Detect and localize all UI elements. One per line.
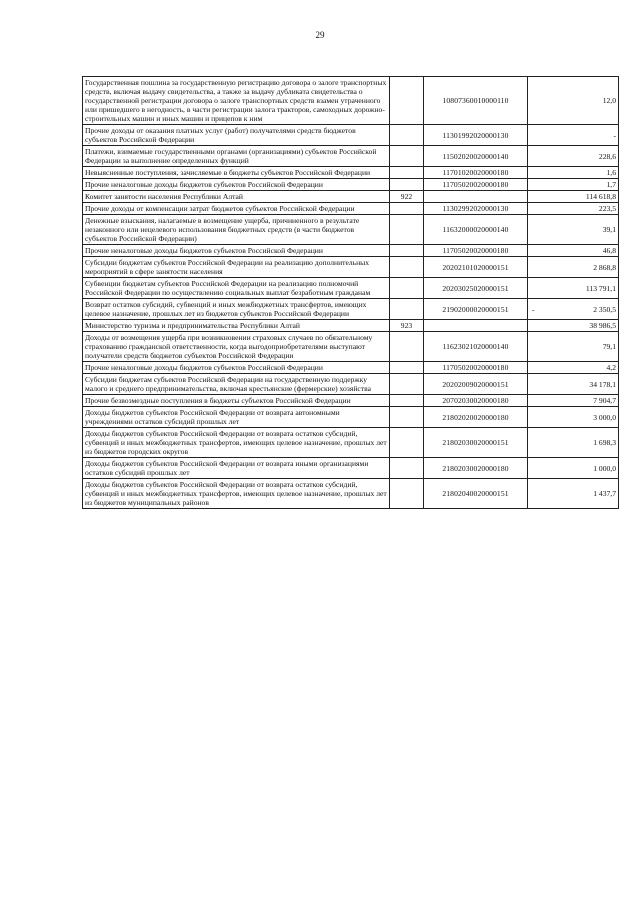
row-admin-cell: 923 [390, 320, 424, 332]
row-name-cell: Субсидии бюджетам субъектов Российской Федерации на государственную поддержку малого и среднего предпринимательства, включая крестьянские (фермерские) хозяйства [83, 374, 390, 395]
row-admin-cell [390, 257, 424, 278]
row-admin-cell [390, 203, 424, 215]
page-number: 29 [315, 30, 325, 40]
row-admin-cell [390, 167, 424, 179]
table-row [83, 146, 619, 167]
table-row [83, 407, 619, 428]
table-row [83, 332, 619, 362]
row-admin-cell [390, 458, 424, 479]
row-admin-cell [390, 179, 424, 191]
row-name-cell: Доходы бюджетов субъектов Российской Федерации от возврата остатков субсидий, субвенций и иных межбюджетных трансфертов, имеющих целевое назначение, прошлых лет из бюджетов муниципальных районов [83, 479, 390, 509]
table-row [83, 479, 619, 509]
row-name-cell: Денежные взыскания, налагаемые в возмещение ущерба, причиненного в результате незаконного или нецелевого использования бюджетных средств (в части бюджетов субъектов Российской Федерации) [83, 215, 390, 245]
row-amount-cell: 223,5 [528, 203, 619, 215]
row-code-cell: 20202009020000151 [424, 374, 528, 395]
row-name-cell: Прочие доходы от компенсации затрат бюджетов субъектов Российской Федерации [83, 203, 390, 215]
row-admin-cell [390, 332, 424, 362]
row-name-cell: Прочие безвозмездные поступления в бюджеты субъектов Российской Федерации [83, 395, 390, 407]
table-row [83, 395, 619, 407]
table-row [83, 257, 619, 278]
revenue-table-body [83, 77, 619, 509]
table-row [83, 179, 619, 191]
row-amount-cell: 1,6 [528, 167, 619, 179]
row-name-cell: Комитет занятости населения Республики Алтай [83, 191, 390, 203]
row-admin-cell: 922 [390, 191, 424, 203]
row-code-cell: 10807360010000110 [424, 77, 528, 125]
row-amount-cell: 34 178,1 [528, 374, 619, 395]
row-name-cell: Субвенции бюджетам субъектов Российской Федерации на реализацию полномочий Российской Федерации по осуществлению социальных выплат безработным гражданам [83, 278, 390, 299]
row-name-cell: Возврат остатков субсидий, субвенций и иных межбюджетных трансфертов, имеющих целевое назначение, прошлых лет из бюджетов субъектов Российской Федерации [83, 299, 390, 320]
table-row [83, 191, 619, 203]
row-amount-cell: 39,1 [528, 215, 619, 245]
row-name-cell: Платежи, взимаемые государственными органами (организациями) субъектов Российской Федерации за выполнение определенных функций [83, 146, 390, 167]
row-amount-cell: 1 437,7 [528, 479, 619, 509]
row-amount-cell: 1,7 [528, 179, 619, 191]
row-amount-cell: 3 000,0 [528, 407, 619, 428]
table-row [83, 167, 619, 179]
row-code-cell: 20203025020000151 [424, 278, 528, 299]
row-admin-cell [390, 407, 424, 428]
row-admin-cell [390, 146, 424, 167]
row-code-cell [424, 320, 528, 332]
row-code-cell: 21802020020000180 [424, 407, 528, 428]
table-row [83, 374, 619, 395]
table-row [83, 278, 619, 299]
table-row [83, 77, 619, 125]
row-admin-cell [390, 77, 424, 125]
row-amount-cell: 1 698,3 [528, 428, 619, 458]
row-code-cell: 11701020020000180 [424, 167, 528, 179]
table-row [83, 125, 619, 146]
row-admin-cell [390, 362, 424, 374]
row-amount-cell [528, 299, 619, 320]
row-name-cell: Прочие доходы от оказания платных услуг (работ) получателями средств бюджетов субъектов Российской Федерации [83, 125, 390, 146]
row-name-cell: Доходы бюджетов субъектов Российской Федерации от возврата остатков субсидий, субвенций и иных межбюджетных трансфертов, имеющих целевое назначение, прошлых лет из бюджетов городских округов [83, 428, 390, 458]
row-amount-cell: 113 791,1 [528, 278, 619, 299]
row-amount-cell: 1 000,0 [528, 458, 619, 479]
row-amount-cell: 4,2 [528, 362, 619, 374]
row-code-cell: 11301992020000130 [424, 125, 528, 146]
row-admin-cell [390, 215, 424, 245]
row-admin-cell [390, 428, 424, 458]
row-code-cell: 21802040020000151 [424, 479, 528, 509]
table-row [83, 299, 619, 320]
row-admin-cell [390, 479, 424, 509]
table-row [83, 458, 619, 479]
row-name-cell: Прочие неналоговые доходы бюджетов субъектов Российской Федерации [83, 245, 390, 257]
row-code-cell: 11623021020000140 [424, 332, 528, 362]
table-row [83, 362, 619, 374]
row-code-cell: 21902000020000151 [424, 299, 528, 320]
row-code-cell: 11705020020000180 [424, 362, 528, 374]
row-name-cell: Доходы бюджетов субъектов Российской Федерации от возврата автономными учреждениями остатков субсидий прошлых лет [83, 407, 390, 428]
row-amount-cell: 7 904,7 [528, 395, 619, 407]
row-amount-cell: 228,6 [528, 146, 619, 167]
table-row [83, 245, 619, 257]
row-amount-cell: 46,8 [528, 245, 619, 257]
row-code-cell: 20702030020000180 [424, 395, 528, 407]
table-row [83, 215, 619, 245]
row-amount-sign: - [532, 304, 535, 314]
row-name-cell: Министерство туризма и предпринимательства Республики Алтай [83, 320, 390, 332]
row-code-cell: 21802030020000180 [424, 458, 528, 479]
row-code-cell: 20202101020000151 [424, 257, 528, 278]
row-code-cell: 11502020020000140 [424, 146, 528, 167]
row-amount-cell: 114 618,8 [528, 191, 619, 203]
row-name-cell: Доходы от возмещения ущерба при возникновении страховых случаев по обязательному страхованию гражданской ответственности, когда выгодоприобретателями выступают получатели средств бюджетов субъектов Российской Федерации [83, 332, 390, 362]
row-amount-cell: 38 986,5 [528, 320, 619, 332]
revenue-table [82, 76, 619, 509]
row-amount-cell: 12,0 [528, 77, 619, 125]
row-name-cell: Невыясненные поступления, зачисляемые в бюджеты субъектов Российской Федерации [83, 167, 390, 179]
row-code-cell: 11302992020000130 [424, 203, 528, 215]
row-amount-value: 2 350,5 [593, 304, 616, 314]
row-code-cell: 11632000020000140 [424, 215, 528, 245]
row-code-cell [424, 191, 528, 203]
row-amount-cell: 2 868,8 [528, 257, 619, 278]
table-row [83, 428, 619, 458]
row-code-cell: 11705020020000180 [424, 179, 528, 191]
row-amount-cell: - [528, 125, 619, 146]
table-row [83, 320, 619, 332]
row-name-cell: Государственная пошлина за государственную регистрацию договора о залоге транспортных средств, включая выдачу свидетельства, а также за выдачу дубликата свидетельства о государственной регистрации договора о залоге транспортных средств взамен утраченного или пришедшего в негодность, в части регистрации залога тракторов, самоходных дорожно-строительных машин и иных машин и прицепов к ним [83, 77, 390, 125]
row-amount-cell: 79,1 [528, 332, 619, 362]
row-admin-cell [390, 395, 424, 407]
row-admin-cell [390, 374, 424, 395]
row-name-cell: Субсидии бюджетам субъектов Российской Федерации на реализацию дополнительных мероприятий в сфере занятости населения [83, 257, 390, 278]
row-name-cell: Прочие неналоговые доходы бюджетов субъектов Российской Федерации [83, 362, 390, 374]
row-code-cell: 11705020020000180 [424, 245, 528, 257]
table-row [83, 203, 619, 215]
row-admin-cell [390, 125, 424, 146]
row-code-cell: 21802030020000151 [424, 428, 528, 458]
row-name-cell: Прочие неналоговые доходы бюджетов субъектов Российской Федерации [83, 179, 390, 191]
row-name-cell: Доходы бюджетов субъектов Российской Федерации от возврата иными организациями остатков субсидий прошлых лет [83, 458, 390, 479]
row-admin-cell [390, 299, 424, 320]
row-admin-cell [390, 245, 424, 257]
row-admin-cell [390, 278, 424, 299]
